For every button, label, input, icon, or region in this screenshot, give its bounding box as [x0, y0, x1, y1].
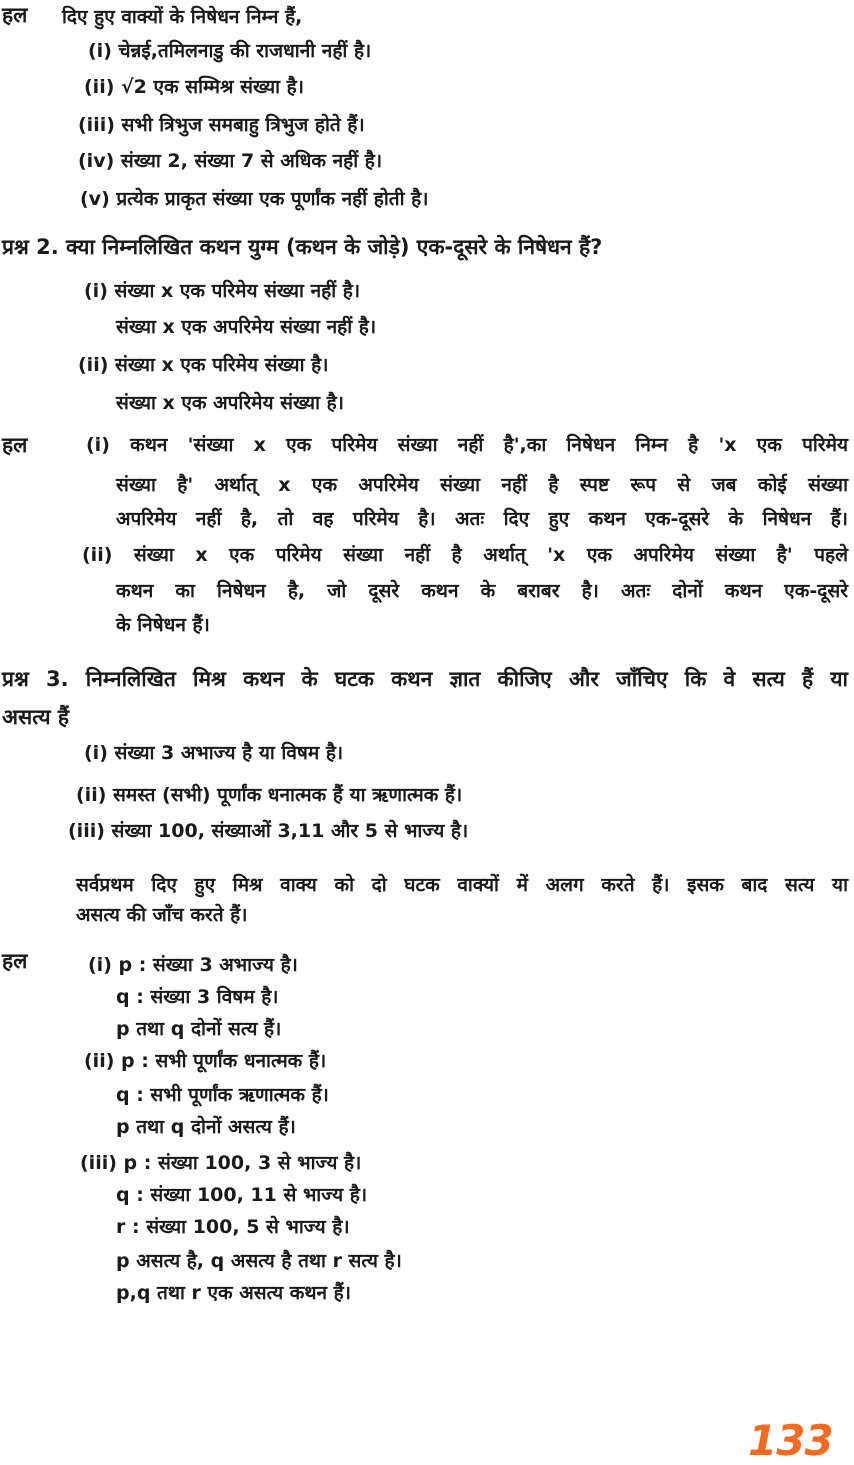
solution-text-line: (i) कथन 'संख्या x एक परिमेय संख्या नहीं है',का निषेधन निम्न है 'x एक परिमेय — [86, 434, 848, 456]
hint-text: सर्वप्रथम दिए हुए मिश्र वाक्य को दो घटक वाक्यों में अलग करते हैं। इसक बाद सत्य या — [76, 874, 848, 896]
negation-item: (iii) सभी त्रिभुज समबाहु त्रिभुज होते हैं। — [78, 114, 365, 136]
question-item: (i) संख्या x एक परिमेय संख्या नहीं है। — [84, 280, 361, 302]
solution-text-line: p असत्य है, q असत्य है तथा r सत्य है। — [116, 1250, 402, 1272]
solution-text-line: कथन का निषेधन है, जो दूसरे कथन के बराबर है। अतः दोनों कथन एक-दूसरे — [116, 580, 848, 602]
solution-label: हल — [2, 433, 28, 457]
negation-item: (iv) संख्या 2, संख्या 7 से अधिक नहीं है। — [78, 150, 383, 172]
solution-text-line: (i) p : संख्या 3 अभाज्य है। — [88, 954, 298, 976]
solution-text-line: (ii) p : सभी पूर्णांक धनात्मक हैं। — [84, 1050, 327, 1072]
solution-text-line: q : संख्या 3 विषम है। — [116, 986, 279, 1008]
solution-text-line: q : सभी पूर्णांक ऋणात्मक हैं। — [116, 1084, 329, 1106]
solution-text-line: अपरिमेय नहीं है, तो वह परिमेय है। अतः दिए हुए कथन एक-दूसरे के निषेधन हैं। — [116, 508, 848, 530]
page-number: 133 — [748, 1416, 833, 1465]
question-heading: प्रश्न 2. क्या निम्नलिखित कथन युग्म (कथन के जोड़े) एक-दूसरे के निषेधन हैं? — [2, 235, 603, 259]
solution-text-line: p,q तथा r एक असत्य कथन हैं। — [116, 1282, 351, 1304]
hint-text: असत्य की जाँच करते हैं। — [76, 904, 248, 926]
solution-label: हल — [2, 949, 28, 973]
question-item: (iii) संख्या 100, संख्याओं 3,11 और 5 से भाज्य है। — [68, 820, 469, 842]
solution-text-line: p तथा q दोनों सत्य हैं। — [116, 1018, 282, 1040]
negation-item: (i) चेन्नई,तमिलनाडु की राजधानी नहीं है। — [88, 40, 372, 62]
solution-text-line: p तथा q दोनों असत्य हैं। — [116, 1116, 296, 1138]
question-item: संख्या x एक अपरिमेय संख्या नहीं है। — [116, 316, 377, 338]
negation-item: (ii) √2 एक सम्मिश्र संख्या है। — [84, 76, 304, 98]
question-item: (ii) संख्या x एक परिमेय संख्या है। — [78, 354, 329, 376]
solution-text-line: r : संख्या 100, 5 से भाज्य है। — [116, 1216, 350, 1238]
solution-text-line: संख्या है' अर्थात् x एक अपरिमेय संख्या नहीं है स्पष्ट रूप से जब कोई संख्या — [116, 474, 848, 496]
negation-item: (v) प्रत्येक प्राकृत संख्या एक पूर्णांक नहीं होती है। — [80, 188, 429, 210]
solution-text-line: के निषेधन हैं। — [116, 614, 210, 636]
solution-text-line: q : संख्या 100, 11 से भाज्य है। — [116, 1184, 368, 1206]
question-item: (ii) समस्त (सभी) पूर्णांक धनात्मक हैं या ऋणात्मक हैं। — [76, 784, 463, 806]
solution-label: हल — [2, 3, 28, 27]
solution-text-line: (ii) संख्या x एक परिमेय संख्या नहीं है अर्थात् 'x एक अपरिमेय संख्या है' पहले — [82, 544, 848, 566]
solution-intro: दिए हुए वाक्यों के निषेधन निम्न हैं, — [62, 6, 303, 28]
question-heading: प्रश्न 3. निम्नलिखित मिश्र कथन के घटक कथन ज्ञात कीजिए और जाँचिए कि वे सत्य हैं या — [2, 667, 848, 691]
solution-text-line: (iii) p : संख्या 100, 3 से भाज्य है। — [80, 1152, 362, 1174]
question-item: (i) संख्या 3 अभाज्य है या विषम है। — [84, 742, 344, 764]
question-heading-cont: असत्य हैं — [2, 705, 69, 729]
question-item: संख्या x एक अपरिमेय संख्या है। — [116, 392, 344, 414]
